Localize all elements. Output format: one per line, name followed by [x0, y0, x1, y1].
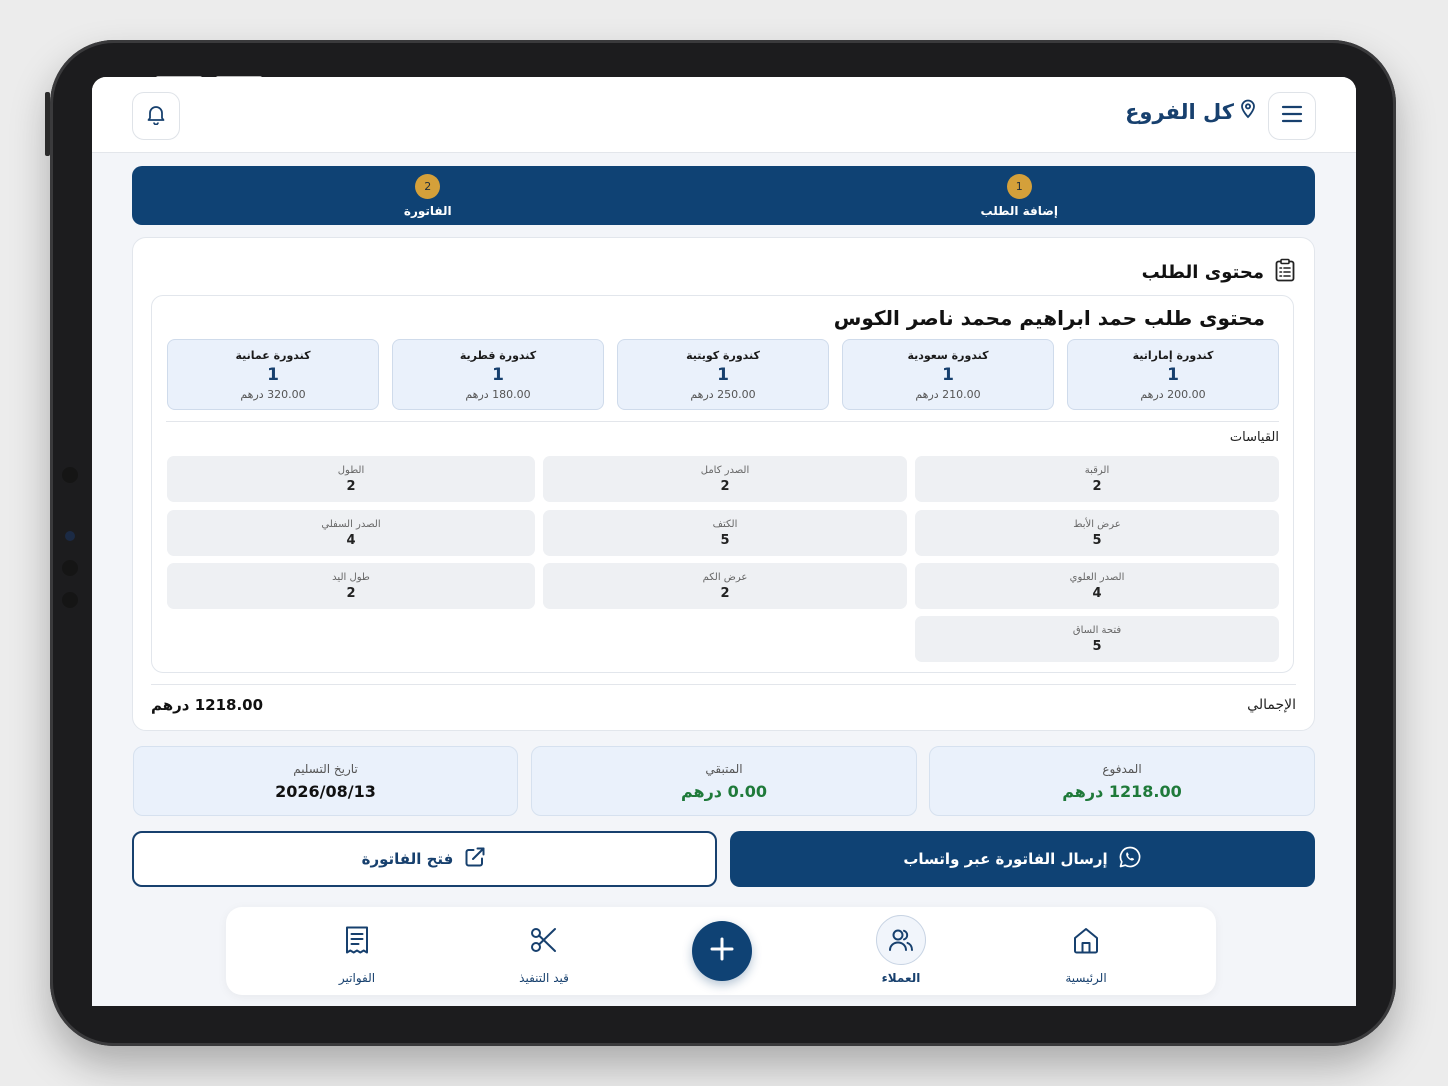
nav-customers[interactable]: [841, 915, 961, 985]
app-screen: [92, 77, 1356, 1006]
order-details: [151, 295, 1294, 673]
product-name: كندورة كويتية: [686, 348, 760, 362]
product-card: [392, 339, 604, 410]
sensor-dot: [62, 467, 78, 483]
product-qty: 1: [942, 364, 954, 385]
delivery-label: تاريخ التسليم: [293, 761, 358, 776]
menu-button[interactable]: [1268, 92, 1316, 140]
product-name: كندورة قطرية: [459, 348, 537, 362]
product-price: 200.00 درهم: [1140, 387, 1206, 401]
measurement-label: الصدر السفلي: [321, 518, 381, 530]
product-price: 210.00 درهم: [915, 387, 981, 401]
measurement-value: 2: [720, 585, 730, 601]
measurement-value: 4: [1092, 585, 1102, 601]
divider: [151, 684, 1296, 685]
delivery-date-stat: [133, 746, 518, 816]
order-content-card: [132, 237, 1315, 731]
divider: [166, 421, 1279, 422]
menu-icon: [1281, 105, 1303, 127]
measurement-label: طول اليد: [332, 571, 370, 583]
top-bar: [92, 77, 1356, 153]
bell-icon: [145, 103, 167, 129]
product-card: [617, 339, 829, 410]
measurement-value: 2: [346, 478, 356, 494]
whatsapp-icon: [1118, 845, 1142, 873]
order-title: محتوى طلب حمد ابراهيم محمد ناصر الكوس: [833, 306, 1265, 330]
users-icon: [876, 915, 926, 965]
product-qty: 1: [267, 364, 279, 385]
bottom-navigation: [226, 907, 1216, 995]
step-add-order[interactable]: [724, 166, 1316, 225]
measurement-item: [543, 510, 907, 556]
product-qty: 1: [717, 364, 729, 385]
branch-label: كل الفروع: [1125, 99, 1234, 124]
step-number: 1: [1007, 174, 1032, 199]
location-pin-icon: [1240, 99, 1256, 124]
measurement-label: الصدر العلوي: [1069, 571, 1125, 583]
measurement-label: عرض الأبط: [1073, 518, 1121, 530]
measurement-label: عرض الكم: [702, 571, 748, 583]
product-card: [1067, 339, 1279, 410]
paid-value: 1218.00 درهم: [1062, 781, 1182, 801]
product-qty: 1: [492, 364, 504, 385]
measurement-item: [167, 510, 535, 556]
paid-stat: [929, 746, 1315, 816]
step-label: الفاتورة: [403, 203, 452, 218]
remaining-label: المتبقي: [705, 761, 743, 776]
product-price: 250.00 درهم: [690, 387, 756, 401]
remaining-value: 0.00 درهم: [680, 781, 768, 801]
measurement-label: الصدر كامل: [700, 464, 750, 476]
measurement-item: [543, 563, 907, 609]
sensor-dot: [62, 592, 78, 608]
sensor-dot: [62, 560, 78, 576]
measurement-value: 4: [346, 532, 356, 548]
product-qty: 1: [1167, 364, 1179, 385]
send-whatsapp-button[interactable]: [730, 831, 1315, 887]
branch-selector[interactable]: [1125, 99, 1256, 124]
measurement-value: 2: [346, 585, 356, 601]
measurement-value: 2: [1092, 478, 1102, 494]
scissors-icon: [519, 915, 569, 965]
step-label: إضافة الطلب: [980, 203, 1058, 218]
product-name: كندورة إماراتية: [1132, 348, 1214, 362]
send-whatsapp-label: إرسال الفاتورة عبر واتساب: [903, 850, 1108, 868]
product-price: 180.00 درهم: [465, 387, 531, 401]
step-invoice[interactable]: [132, 166, 724, 225]
product-card: [842, 339, 1054, 410]
nav-home[interactable]: [1026, 915, 1146, 985]
receipt-icon: [332, 915, 382, 965]
total-value: 1218.00 درهم: [151, 696, 264, 714]
camera-dot: [65, 531, 75, 541]
nav-label: قيد التنفيذ: [519, 971, 569, 985]
section-title: [1142, 258, 1296, 287]
measurement-item: [915, 563, 1279, 609]
measurement-item: [915, 616, 1279, 662]
measurement-value: 2: [720, 478, 730, 494]
open-invoice-label: فتح الفاتورة: [361, 850, 454, 868]
nav-label: الفواتير: [338, 971, 376, 985]
step-number: 2: [415, 174, 440, 199]
nav-in-progress[interactable]: [484, 915, 604, 985]
add-order-button[interactable]: [692, 921, 752, 981]
measurement-item: [915, 510, 1279, 556]
order-stepper: [132, 166, 1315, 225]
measurement-label: الرقبة: [1084, 464, 1110, 476]
nav-label: العملاء: [881, 971, 921, 985]
measurements-label: القياسات: [1229, 430, 1279, 445]
paid-label: المدفوع: [1102, 761, 1142, 776]
measurement-label: فتحة الساق: [1072, 624, 1122, 636]
measurement-value: 5: [720, 532, 730, 548]
measurement-label: الكتف: [712, 518, 738, 530]
plus-icon: [708, 935, 736, 967]
measurement-item: [543, 456, 907, 502]
notifications-button[interactable]: [132, 92, 180, 140]
section-title-text: محتوى الطلب: [1141, 262, 1264, 283]
external-link-icon: [463, 845, 487, 873]
clipboard-icon: [1274, 258, 1296, 287]
product-price: 320.00 درهم: [240, 387, 306, 401]
delivery-value: 2026/08/13: [275, 781, 376, 801]
side-button: [45, 92, 50, 156]
measurement-item: [915, 456, 1279, 502]
remaining-stat: [531, 746, 917, 816]
home-icon: [1061, 915, 1111, 965]
product-name: كندورة سعودية: [907, 348, 989, 362]
nav-invoices[interactable]: [297, 915, 417, 985]
measurement-label: الطول: [337, 464, 365, 476]
product-card: [167, 339, 379, 410]
measurement-value: 5: [1092, 638, 1102, 654]
total-label: الإجمالي: [1247, 697, 1296, 713]
nav-label: الرئيسية: [1065, 971, 1107, 985]
product-name: كندورة عمانية: [235, 348, 311, 362]
open-invoice-button[interactable]: [132, 831, 717, 887]
measurement-value: 5: [1092, 532, 1102, 548]
measurement-item: [167, 456, 535, 502]
measurement-item: [167, 563, 535, 609]
